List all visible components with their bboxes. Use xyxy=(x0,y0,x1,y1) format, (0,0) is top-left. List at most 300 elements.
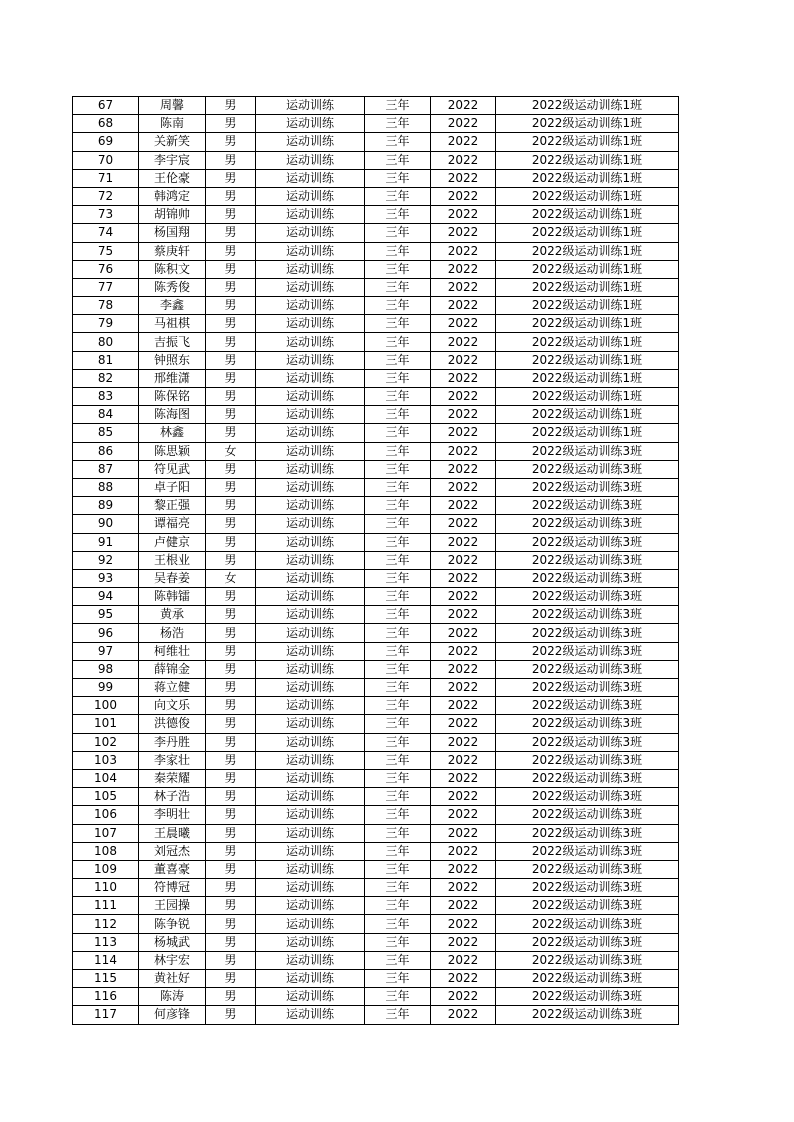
cell-number: 108 xyxy=(73,842,139,860)
cell-major: 运动训练 xyxy=(256,406,365,424)
cell-gender: 男 xyxy=(206,624,256,642)
cell-enrollment-year: 2022 xyxy=(431,278,496,296)
cell-student-name: 吉振飞 xyxy=(139,333,206,351)
cell-enrollment-year: 2022 xyxy=(431,970,496,988)
cell-gender: 男 xyxy=(206,588,256,606)
cell-class: 2022级运动训练3班 xyxy=(496,951,679,969)
cell-enrollment-year: 2022 xyxy=(431,442,496,460)
cell-duration: 三年 xyxy=(365,369,431,387)
cell-number: 68 xyxy=(73,115,139,133)
cell-duration: 三年 xyxy=(365,679,431,697)
cell-enrollment-year: 2022 xyxy=(431,206,496,224)
cell-major: 运动训练 xyxy=(256,151,365,169)
cell-class: 2022级运动训练1班 xyxy=(496,388,679,406)
cell-student-name: 李宇宸 xyxy=(139,151,206,169)
cell-duration: 三年 xyxy=(365,97,431,115)
cell-major: 运动训练 xyxy=(256,369,365,387)
cell-number: 106 xyxy=(73,806,139,824)
cell-duration: 三年 xyxy=(365,806,431,824)
cell-class: 2022级运动训练1班 xyxy=(496,115,679,133)
cell-student-name: 符见武 xyxy=(139,460,206,478)
cell-enrollment-year: 2022 xyxy=(431,951,496,969)
cell-class: 2022级运动训练1班 xyxy=(496,315,679,333)
cell-gender: 男 xyxy=(206,642,256,660)
cell-number: 81 xyxy=(73,351,139,369)
cell-enrollment-year: 2022 xyxy=(431,988,496,1006)
cell-class: 2022级运动训练3班 xyxy=(496,788,679,806)
cell-major: 运动训练 xyxy=(256,679,365,697)
cell-gender: 男 xyxy=(206,206,256,224)
cell-duration: 三年 xyxy=(365,970,431,988)
cell-enrollment-year: 2022 xyxy=(431,915,496,933)
cell-student-name: 陈保铭 xyxy=(139,388,206,406)
cell-gender: 男 xyxy=(206,733,256,751)
cell-gender: 男 xyxy=(206,169,256,187)
cell-gender: 男 xyxy=(206,551,256,569)
table-row xyxy=(73,551,679,569)
cell-class: 2022级运动训练3班 xyxy=(496,1006,679,1024)
cell-number: 70 xyxy=(73,151,139,169)
cell-gender: 男 xyxy=(206,224,256,242)
cell-student-name: 杨国翔 xyxy=(139,224,206,242)
cell-enrollment-year: 2022 xyxy=(431,642,496,660)
table-row xyxy=(73,133,679,151)
cell-number: 111 xyxy=(73,897,139,915)
cell-enrollment-year: 2022 xyxy=(431,97,496,115)
cell-class: 2022级运动训练3班 xyxy=(496,569,679,587)
cell-gender: 男 xyxy=(206,460,256,478)
cell-gender: 男 xyxy=(206,151,256,169)
cell-major: 运动训练 xyxy=(256,424,365,442)
cell-gender: 男 xyxy=(206,842,256,860)
cell-student-name: 林子浩 xyxy=(139,788,206,806)
cell-duration: 三年 xyxy=(365,860,431,878)
cell-major: 运动训练 xyxy=(256,824,365,842)
cell-duration: 三年 xyxy=(365,988,431,1006)
table-row xyxy=(73,751,679,769)
cell-number: 116 xyxy=(73,988,139,1006)
table-row xyxy=(73,624,679,642)
cell-gender: 男 xyxy=(206,824,256,842)
cell-student-name: 李丹胜 xyxy=(139,733,206,751)
cell-student-name: 陈南 xyxy=(139,115,206,133)
cell-enrollment-year: 2022 xyxy=(431,660,496,678)
cell-duration: 三年 xyxy=(365,751,431,769)
cell-class: 2022级运动训练1班 xyxy=(496,242,679,260)
cell-enrollment-year: 2022 xyxy=(431,751,496,769)
cell-duration: 三年 xyxy=(365,933,431,951)
cell-student-name: 柯维壮 xyxy=(139,642,206,660)
cell-gender: 男 xyxy=(206,278,256,296)
table-row xyxy=(73,515,679,533)
cell-enrollment-year: 2022 xyxy=(431,933,496,951)
table-row xyxy=(73,478,679,496)
cell-enrollment-year: 2022 xyxy=(431,151,496,169)
cell-class: 2022级运动训练3班 xyxy=(496,897,679,915)
cell-student-name: 董喜豪 xyxy=(139,860,206,878)
cell-enrollment-year: 2022 xyxy=(431,824,496,842)
cell-class: 2022级运动训练1班 xyxy=(496,206,679,224)
cell-duration: 三年 xyxy=(365,733,431,751)
cell-enrollment-year: 2022 xyxy=(431,769,496,787)
table-row xyxy=(73,297,679,315)
cell-number: 67 xyxy=(73,97,139,115)
cell-number: 76 xyxy=(73,260,139,278)
table-row xyxy=(73,660,679,678)
cell-enrollment-year: 2022 xyxy=(431,478,496,496)
table-row xyxy=(73,879,679,897)
cell-major: 运动训练 xyxy=(256,351,365,369)
table-row xyxy=(73,369,679,387)
cell-enrollment-year: 2022 xyxy=(431,533,496,551)
cell-number: 73 xyxy=(73,206,139,224)
cell-number: 95 xyxy=(73,606,139,624)
table-row xyxy=(73,242,679,260)
table-row xyxy=(73,315,679,333)
cell-enrollment-year: 2022 xyxy=(431,333,496,351)
cell-gender: 男 xyxy=(206,406,256,424)
table-row xyxy=(73,388,679,406)
cell-major: 运动训练 xyxy=(256,879,365,897)
cell-major: 运动训练 xyxy=(256,715,365,733)
cell-number: 74 xyxy=(73,224,139,242)
cell-duration: 三年 xyxy=(365,388,431,406)
cell-duration: 三年 xyxy=(365,951,431,969)
cell-class: 2022级运动训练3班 xyxy=(496,933,679,951)
cell-major: 运动训练 xyxy=(256,260,365,278)
cell-duration: 三年 xyxy=(365,660,431,678)
cell-enrollment-year: 2022 xyxy=(431,133,496,151)
cell-class: 2022级运动训练3班 xyxy=(496,733,679,751)
table-row xyxy=(73,824,679,842)
cell-gender: 男 xyxy=(206,606,256,624)
cell-gender: 男 xyxy=(206,315,256,333)
cell-number: 117 xyxy=(73,1006,139,1024)
cell-student-name: 周馨 xyxy=(139,97,206,115)
cell-number: 79 xyxy=(73,315,139,333)
table-row xyxy=(73,897,679,915)
cell-number: 105 xyxy=(73,788,139,806)
table-row xyxy=(73,715,679,733)
cell-duration: 三年 xyxy=(365,442,431,460)
cell-class: 2022级运动训练1班 xyxy=(496,224,679,242)
cell-student-name: 胡锦帅 xyxy=(139,206,206,224)
table-row xyxy=(73,115,679,133)
roster-body xyxy=(73,97,679,1025)
cell-enrollment-year: 2022 xyxy=(431,715,496,733)
table-row xyxy=(73,260,679,278)
cell-number: 98 xyxy=(73,660,139,678)
cell-duration: 三年 xyxy=(365,206,431,224)
cell-major: 运动训练 xyxy=(256,169,365,187)
cell-duration: 三年 xyxy=(365,478,431,496)
table-row xyxy=(73,424,679,442)
cell-class: 2022级运动训练3班 xyxy=(496,551,679,569)
cell-class: 2022级运动训练1班 xyxy=(496,406,679,424)
table-row xyxy=(73,206,679,224)
cell-major: 运动训练 xyxy=(256,297,365,315)
table-row xyxy=(73,1006,679,1024)
cell-duration: 三年 xyxy=(365,242,431,260)
cell-student-name: 吴春姜 xyxy=(139,569,206,587)
cell-gender: 男 xyxy=(206,242,256,260)
cell-duration: 三年 xyxy=(365,533,431,551)
cell-duration: 三年 xyxy=(365,333,431,351)
cell-duration: 三年 xyxy=(365,824,431,842)
cell-gender: 男 xyxy=(206,751,256,769)
cell-duration: 三年 xyxy=(365,497,431,515)
cell-major: 运动训练 xyxy=(256,551,365,569)
cell-gender: 男 xyxy=(206,424,256,442)
cell-student-name: 李家壮 xyxy=(139,751,206,769)
cell-duration: 三年 xyxy=(365,569,431,587)
cell-gender: 男 xyxy=(206,970,256,988)
cell-class: 2022级运动训练3班 xyxy=(496,533,679,551)
table-row xyxy=(73,933,679,951)
cell-student-name: 黄社好 xyxy=(139,970,206,988)
cell-student-name: 谭福亮 xyxy=(139,515,206,533)
cell-class: 2022级运动训练3班 xyxy=(496,697,679,715)
cell-gender: 男 xyxy=(206,133,256,151)
cell-gender: 男 xyxy=(206,897,256,915)
cell-student-name: 关新笑 xyxy=(139,133,206,151)
cell-gender: 男 xyxy=(206,1006,256,1024)
cell-number: 75 xyxy=(73,242,139,260)
cell-duration: 三年 xyxy=(365,879,431,897)
cell-student-name: 钟照东 xyxy=(139,351,206,369)
cell-gender: 男 xyxy=(206,297,256,315)
cell-major: 运动训练 xyxy=(256,497,365,515)
cell-major: 运动训练 xyxy=(256,806,365,824)
cell-number: 102 xyxy=(73,733,139,751)
cell-student-name: 黄承 xyxy=(139,606,206,624)
cell-major: 运动训练 xyxy=(256,897,365,915)
cell-class: 2022级运动训练3班 xyxy=(496,860,679,878)
table-row xyxy=(73,697,679,715)
cell-class: 2022级运动训练1班 xyxy=(496,297,679,315)
cell-class: 2022级运动训练3班 xyxy=(496,588,679,606)
cell-class: 2022级运动训练3班 xyxy=(496,988,679,1006)
cell-duration: 三年 xyxy=(365,406,431,424)
cell-number: 82 xyxy=(73,369,139,387)
cell-student-name: 蔡庚轩 xyxy=(139,242,206,260)
cell-student-name: 卢健京 xyxy=(139,533,206,551)
cell-major: 运动训练 xyxy=(256,460,365,478)
table-row xyxy=(73,333,679,351)
cell-gender: 男 xyxy=(206,333,256,351)
table-row xyxy=(73,988,679,1006)
cell-student-name: 王园操 xyxy=(139,897,206,915)
cell-major: 运动训练 xyxy=(256,788,365,806)
cell-number: 78 xyxy=(73,297,139,315)
cell-gender: 男 xyxy=(206,187,256,205)
table-row xyxy=(73,860,679,878)
cell-duration: 三年 xyxy=(365,115,431,133)
cell-student-name: 陈争锐 xyxy=(139,915,206,933)
cell-gender: 男 xyxy=(206,369,256,387)
cell-duration: 三年 xyxy=(365,624,431,642)
cell-enrollment-year: 2022 xyxy=(431,351,496,369)
cell-major: 运动训练 xyxy=(256,333,365,351)
table-row xyxy=(73,278,679,296)
cell-student-name: 洪德俊 xyxy=(139,715,206,733)
cell-class: 2022级运动训练3班 xyxy=(496,624,679,642)
cell-number: 114 xyxy=(73,951,139,969)
cell-duration: 三年 xyxy=(365,133,431,151)
cell-gender: 男 xyxy=(206,388,256,406)
cell-student-name: 陈韩镭 xyxy=(139,588,206,606)
cell-class: 2022级运动训练1班 xyxy=(496,351,679,369)
cell-class: 2022级运动训练3班 xyxy=(496,679,679,697)
cell-gender: 男 xyxy=(206,769,256,787)
cell-major: 运动训练 xyxy=(256,533,365,551)
cell-class: 2022级运动训练3班 xyxy=(496,879,679,897)
cell-enrollment-year: 2022 xyxy=(431,388,496,406)
cell-major: 运动训练 xyxy=(256,569,365,587)
cell-enrollment-year: 2022 xyxy=(431,897,496,915)
cell-gender: 男 xyxy=(206,806,256,824)
cell-duration: 三年 xyxy=(365,842,431,860)
cell-number: 94 xyxy=(73,588,139,606)
cell-class: 2022级运动训练3班 xyxy=(496,769,679,787)
cell-duration: 三年 xyxy=(365,424,431,442)
table-row xyxy=(73,769,679,787)
cell-gender: 男 xyxy=(206,679,256,697)
cell-gender: 男 xyxy=(206,879,256,897)
cell-gender: 男 xyxy=(206,933,256,951)
cell-enrollment-year: 2022 xyxy=(431,242,496,260)
table-row xyxy=(73,588,679,606)
cell-major: 运动训练 xyxy=(256,660,365,678)
cell-gender: 男 xyxy=(206,515,256,533)
table-row xyxy=(73,151,679,169)
cell-student-name: 王根业 xyxy=(139,551,206,569)
cell-major: 运动训练 xyxy=(256,115,365,133)
cell-major: 运动训练 xyxy=(256,624,365,642)
cell-gender: 男 xyxy=(206,988,256,1006)
cell-number: 92 xyxy=(73,551,139,569)
cell-number: 89 xyxy=(73,497,139,515)
cell-student-name: 薛锦金 xyxy=(139,660,206,678)
cell-enrollment-year: 2022 xyxy=(431,515,496,533)
table-row xyxy=(73,187,679,205)
cell-major: 运动训练 xyxy=(256,1006,365,1024)
cell-student-name: 卓子阳 xyxy=(139,478,206,496)
cell-duration: 三年 xyxy=(365,151,431,169)
cell-student-name: 杨浩 xyxy=(139,624,206,642)
cell-gender: 男 xyxy=(206,860,256,878)
cell-class: 2022级运动训练1班 xyxy=(496,97,679,115)
cell-student-name: 杨城武 xyxy=(139,933,206,951)
cell-class: 2022级运动训练1班 xyxy=(496,151,679,169)
cell-enrollment-year: 2022 xyxy=(431,606,496,624)
cell-duration: 三年 xyxy=(365,769,431,787)
table-row xyxy=(73,351,679,369)
table-row xyxy=(73,606,679,624)
cell-student-name: 陈涛 xyxy=(139,988,206,1006)
cell-gender: 男 xyxy=(206,260,256,278)
cell-gender: 男 xyxy=(206,715,256,733)
cell-gender: 男 xyxy=(206,951,256,969)
cell-number: 99 xyxy=(73,679,139,697)
student-roster-table xyxy=(72,96,679,1025)
cell-student-name: 符博冠 xyxy=(139,879,206,897)
cell-student-name: 何彦锋 xyxy=(139,1006,206,1024)
cell-major: 运动训练 xyxy=(256,860,365,878)
cell-class: 2022级运动训练3班 xyxy=(496,824,679,842)
cell-number: 86 xyxy=(73,442,139,460)
cell-major: 运动训练 xyxy=(256,315,365,333)
cell-student-name: 陈海图 xyxy=(139,406,206,424)
cell-gender: 男 xyxy=(206,478,256,496)
cell-number: 100 xyxy=(73,697,139,715)
cell-student-name: 蒋立健 xyxy=(139,679,206,697)
cell-student-name: 邢维潇 xyxy=(139,369,206,387)
cell-class: 2022级运动训练1班 xyxy=(496,169,679,187)
table-row xyxy=(73,951,679,969)
cell-student-name: 马祖棋 xyxy=(139,315,206,333)
cell-student-name: 林宇宏 xyxy=(139,951,206,969)
cell-enrollment-year: 2022 xyxy=(431,1006,496,1024)
cell-number: 103 xyxy=(73,751,139,769)
cell-enrollment-year: 2022 xyxy=(431,315,496,333)
cell-number: 101 xyxy=(73,715,139,733)
cell-enrollment-year: 2022 xyxy=(431,115,496,133)
cell-number: 80 xyxy=(73,333,139,351)
cell-number: 69 xyxy=(73,133,139,151)
table-row xyxy=(73,97,679,115)
cell-duration: 三年 xyxy=(365,915,431,933)
cell-number: 71 xyxy=(73,169,139,187)
cell-gender: 男 xyxy=(206,115,256,133)
cell-major: 运动训练 xyxy=(256,697,365,715)
cell-number: 90 xyxy=(73,515,139,533)
cell-duration: 三年 xyxy=(365,187,431,205)
cell-major: 运动训练 xyxy=(256,97,365,115)
cell-major: 运动训练 xyxy=(256,242,365,260)
cell-enrollment-year: 2022 xyxy=(431,369,496,387)
cell-number: 107 xyxy=(73,824,139,842)
cell-class: 2022级运动训练3班 xyxy=(496,970,679,988)
cell-gender: 男 xyxy=(206,660,256,678)
cell-major: 运动训练 xyxy=(256,187,365,205)
cell-number: 87 xyxy=(73,460,139,478)
cell-duration: 三年 xyxy=(365,278,431,296)
cell-gender: 女 xyxy=(206,442,256,460)
cell-number: 91 xyxy=(73,533,139,551)
cell-major: 运动训练 xyxy=(256,588,365,606)
cell-class: 2022级运动训练1班 xyxy=(496,424,679,442)
cell-major: 运动训练 xyxy=(256,478,365,496)
cell-class: 2022级运动训练3班 xyxy=(496,515,679,533)
cell-major: 运动训练 xyxy=(256,278,365,296)
cell-enrollment-year: 2022 xyxy=(431,569,496,587)
cell-enrollment-year: 2022 xyxy=(431,679,496,697)
cell-major: 运动训练 xyxy=(256,842,365,860)
cell-major: 运动训练 xyxy=(256,970,365,988)
cell-major: 运动训练 xyxy=(256,733,365,751)
cell-student-name: 李鑫 xyxy=(139,297,206,315)
table-row xyxy=(73,842,679,860)
cell-class: 2022级运动训练3班 xyxy=(496,915,679,933)
cell-number: 93 xyxy=(73,569,139,587)
cell-duration: 三年 xyxy=(365,224,431,242)
cell-enrollment-year: 2022 xyxy=(431,169,496,187)
cell-student-name: 林鑫 xyxy=(139,424,206,442)
cell-number: 115 xyxy=(73,970,139,988)
cell-student-name: 黎正强 xyxy=(139,497,206,515)
cell-major: 运动训练 xyxy=(256,224,365,242)
